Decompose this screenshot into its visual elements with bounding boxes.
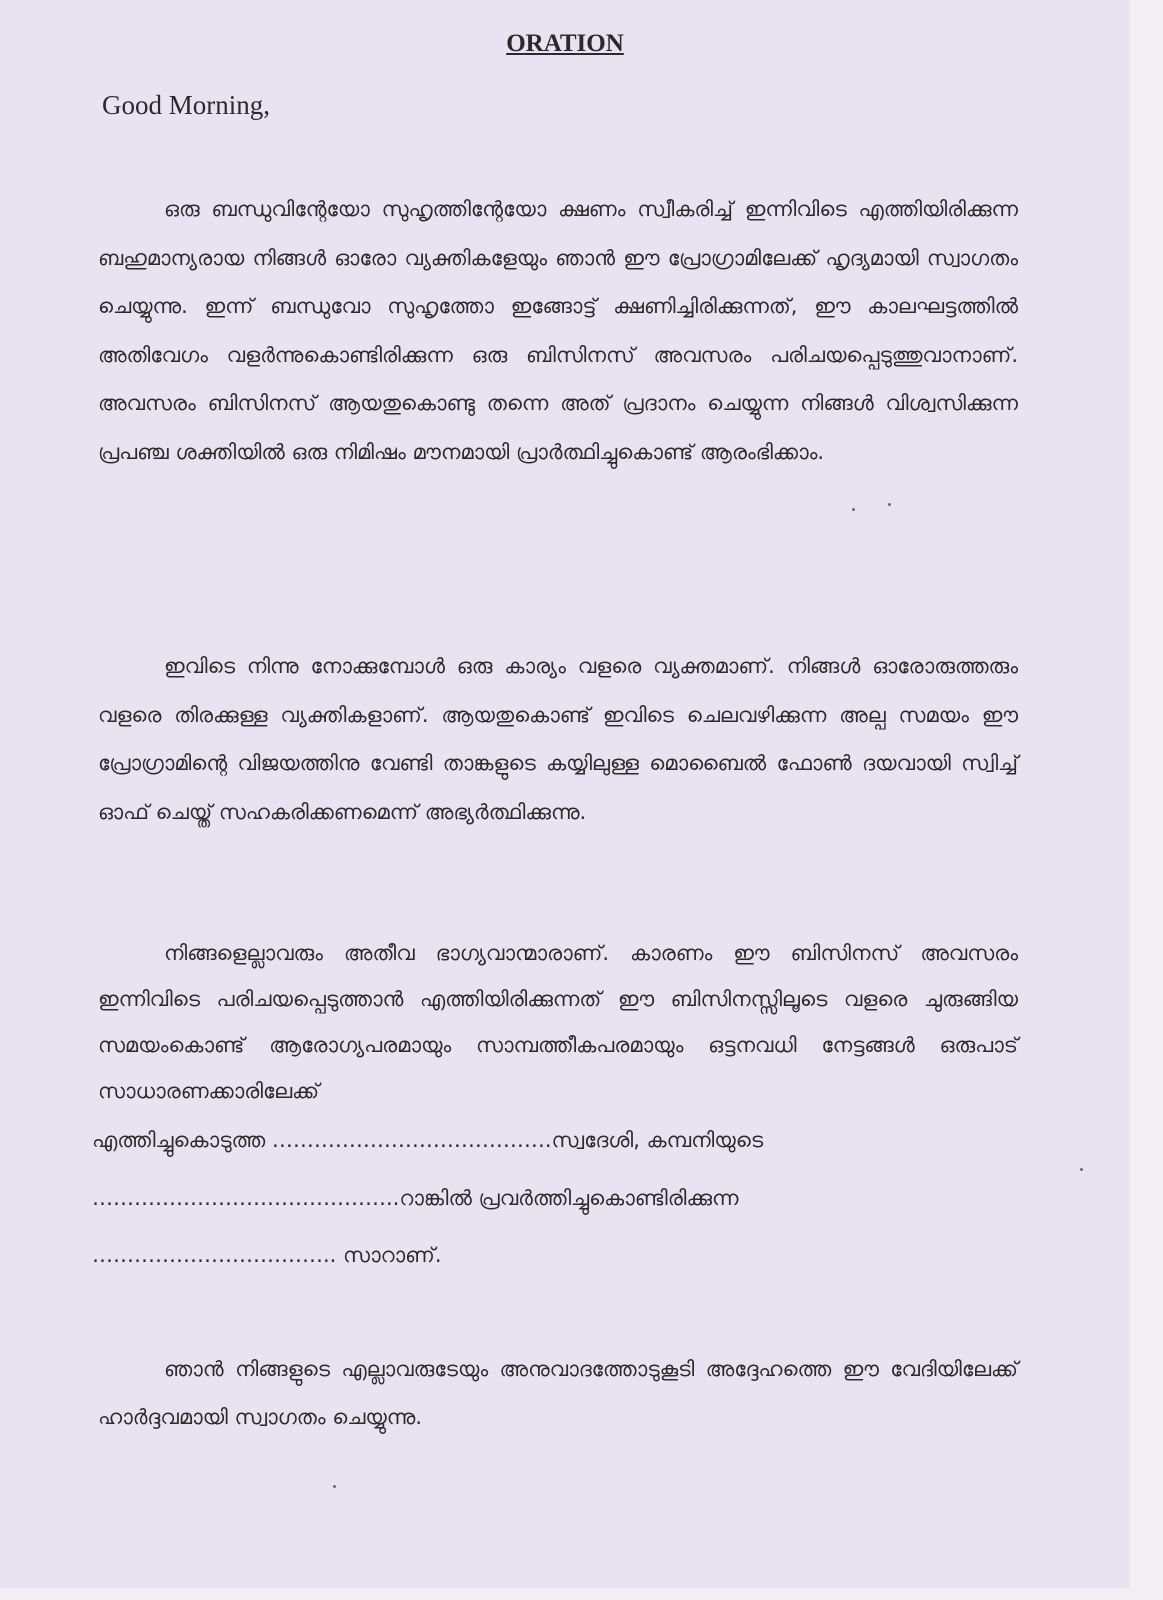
- scan-speck: [333, 1485, 336, 1488]
- fill-in-line-rank: ……………………………………..റാങ്കിൽ പ്രവർത്തിച്ചുകൊണ്ടിരിക്കുന്ന: [92, 1186, 739, 1210]
- scan-speck: [1080, 1168, 1083, 1171]
- scan-speck: [888, 503, 891, 506]
- paragraph-closing-welcome: ഞാൻ നിങ്ങളുടെ എല്ലാവരുടേയും അനുവാദത്തോടുകൂടി അദ്ദേഹത്തെ ഈ വേദിയിലേക്ക് ഹാർദ്ദവമായി സ്വാഗതം ചെയ്യുന്നു.: [98, 1357, 1018, 1429]
- paragraph-mobile-request: ഇവിടെ നിന്നു നോക്കുമ്പോൾ ഒരു കാര്യം വളരെ വ്യക്തമാണ്. നിങ്ങൾ ഓരോരുത്തരും വളരെ തിരക്കുള്ള വ്യക്തികളാണ്. ആയതുകൊണ്ട് ഇവിടെ ചെലവഴിക്കുന്ന അല്പ സമയം ഈ പ്രോഗ്രാമിന്റെ വിജയത്തിനു വേണ്ടി താങ്കളുടെ കയ്യിലുള്ള മൊബൈൽ ഫോൺ ദയവായി സ്വിച്ച് ഓഫ് ചെയ്ത് സഹകരിക്കണമെന്ന് അഭ്യർത്ഥിക്കുന്നു.: [98, 654, 1018, 824]
- fill-in-line-native-place: എത്തിച്ചുകൊടുത്ത ………………………………….സ്വദേശി, കമ്പനിയുടെ: [92, 1128, 764, 1152]
- scan-margin-bottom: [0, 1588, 1163, 1600]
- paragraph-welcome: ഒരു ബന്ധുവിന്റേയോ സുഹൃത്തിന്റേയോ ക്ഷണം സ്വീകരിച്ച് ഇന്നിവിടെ എത്തിയിരിക്കുന്ന ബഹുമാന്യരായ നിങ്ങൾ ഓരോ വ്യക്തികളേയും ഞാൻ ഈ പ്രോഗ്രാമിലേക്ക് ഹൃദ്യമായി സ്വാഗതം ചെയ്യുന്നു. ഇന്ന് ബന്ധുവോ സുഹൃത്തോ ഇങ്ങോട്ട് ക്ഷണിച്ചിരിക്കുന്നത്, ഈ കാലഘട്ടത്തിൽ അതിവേഗം വളർന്നുകൊണ്ടിരിക്കുന്ന ഒരു ബിസിനസ് അവസരം പരിചയപ്പെടുത്തുവാനാണ്. അവസരം ബിസിനസ് ആയതുകൊണ്ടു തന്നെ അത് പ്രദാനം ചെയ്യുന്ന നിങ്ങൾ വിശ്വസിക്കുന്ന പ്രപഞ്ച ശക്തിയിൽ ഒരു നിമിഷം മൗനമായി പ്രാർത്ഥിച്ചുകൊണ്ട് ആരംഭിക്കാം.: [98, 197, 1018, 464]
- scan-speck: [852, 508, 855, 511]
- fill-in-line-name: …………………………….. സാറാണ്.: [92, 1243, 442, 1267]
- greeting-text: Good Morning,: [102, 90, 270, 120]
- scan-margin-right: [1130, 0, 1163, 1600]
- document-title: ORATION: [506, 30, 624, 57]
- paragraph-introduction: നിങ്ങളെല്ലാവരും അതീവ ഭാഗ്യവാന്മാരാണ്. കാരണം ഈ ബിസിനസ് അവസരം ഇന്നിവിടെ പരിചയപ്പെടുത്താൻ എത്തിയിരിക്കുന്നത് ഈ ബിസിനസ്സിലൂടെ വളരെ ചുരുങ്ങിയ സമയംകൊണ്ട് ആരോഗ്യപരമായും സാമ്പത്തീകപരമായും ഒട്ടനവധി നേട്ടങ്ങൾ ഒരുപാട് സാധാരണക്കാരിലേക്ക്: [98, 941, 1018, 1103]
